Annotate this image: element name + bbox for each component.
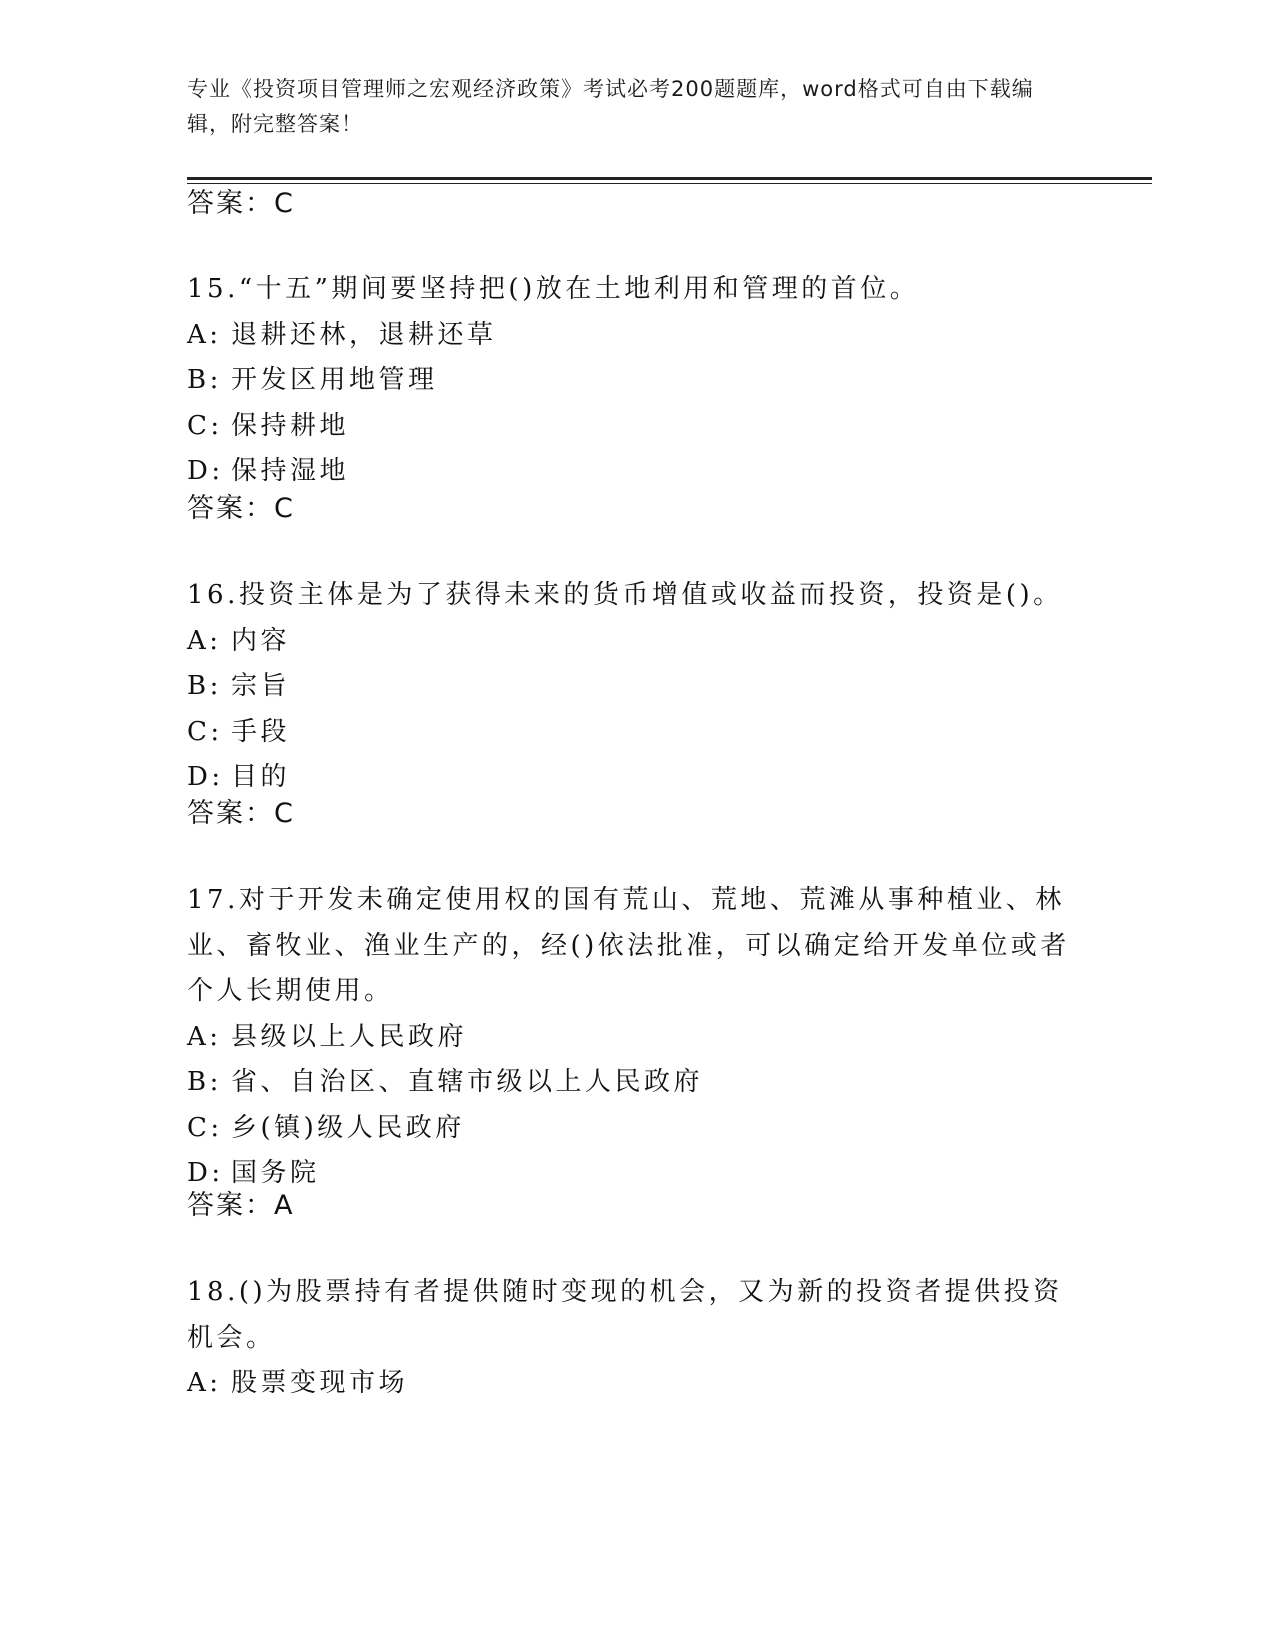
option-letter: B: [187, 671, 222, 701]
answer-line-15 [187, 491, 295, 527]
answer-label: 答案： [187, 1190, 274, 1221]
option-a [187, 1015, 1082, 1061]
option-letter: A: [187, 1021, 222, 1052]
question-18 [187, 1270, 1082, 1407]
option-c [187, 710, 1082, 756]
option-letter: A: [187, 1368, 222, 1398]
option-a [187, 619, 1082, 665]
option-a [187, 1361, 1082, 1407]
option-letter: D: [187, 456, 224, 486]
option-a [187, 313, 1082, 359]
answer-value: C [274, 493, 295, 524]
option-letter: A: [187, 625, 222, 656]
option-letter: C: [187, 1112, 223, 1143]
option-text: 内容 [231, 625, 291, 656]
option-letter: C: [187, 410, 223, 441]
answer-value: C [274, 188, 295, 219]
option-text: 省、自治区、直辖市级以上人民政府 [231, 1067, 704, 1097]
question-stem: 16.投资主体是为了获得未来的货币增值或收益而投资，投资是()。 [187, 580, 1063, 610]
option-text: 乡(镇)级人民政府 [231, 1112, 465, 1143]
option-b [187, 358, 1082, 404]
option-text: 手段 [231, 716, 291, 747]
option-c [187, 1106, 1082, 1152]
answer-value: C [274, 798, 295, 829]
option-letter: B: [187, 365, 222, 395]
option-d [187, 449, 1082, 495]
question-stem: 15.“十五”期间要坚持把()放在土地利用和管理的首位。 [187, 274, 920, 304]
option-d [187, 1151, 1082, 1197]
question-17 [187, 878, 1082, 1197]
question-16 [187, 573, 1082, 801]
answer-line-16 [187, 796, 295, 832]
option-text: 目的 [231, 762, 291, 792]
question-15 [187, 267, 1082, 495]
option-text: 股票变现市场 [231, 1368, 409, 1398]
option-b [187, 664, 1082, 710]
header-divider-thick [187, 177, 1152, 180]
option-text: 宗旨 [231, 671, 291, 701]
option-letter: D: [187, 762, 224, 792]
answer-line-17 [187, 1188, 294, 1224]
option-list [187, 619, 1082, 801]
answer-label: 答案： [187, 493, 274, 524]
option-c [187, 404, 1082, 450]
option-text: 退耕还林，退耕还草 [231, 319, 497, 350]
option-list [187, 313, 1082, 495]
option-text: 保持耕地 [231, 410, 350, 441]
header-divider-thin [187, 183, 1152, 184]
option-letter: A: [187, 319, 222, 350]
question-stem: 17.对于开发未确定使用权的国有荒山、荒地、荒滩从事种植业、林业、畜牧业、渔业生产的，经()依法批准，可以确定给开发单位或者个人长期使用。 [187, 885, 1070, 1006]
option-letter: D: [187, 1158, 224, 1188]
option-letter: C: [187, 716, 223, 747]
option-text: 国务院 [231, 1158, 320, 1188]
option-text: 县级以上人民政府 [231, 1021, 468, 1052]
option-d [187, 755, 1082, 801]
option-list [187, 1361, 1082, 1407]
answer-line-top [187, 186, 295, 222]
answer-label: 答案： [187, 798, 274, 829]
option-list [187, 1015, 1082, 1197]
option-b [187, 1060, 1082, 1106]
answer-value: A [274, 1190, 295, 1221]
answer-label: 答案： [187, 188, 274, 219]
option-text: 开发区用地管理 [231, 365, 438, 395]
option-text: 保持湿地 [231, 456, 350, 486]
question-stem: 18.()为股票持有者提供随时变现的机会，又为新的投资者提供投资机会。 [187, 1277, 1063, 1353]
document-header: 专业《投资项目管理师之宏观经济政策》考试必考200题题库，word格式可自由下载编辑，附完整答案！ [187, 77, 1034, 136]
option-letter: B: [187, 1067, 222, 1097]
